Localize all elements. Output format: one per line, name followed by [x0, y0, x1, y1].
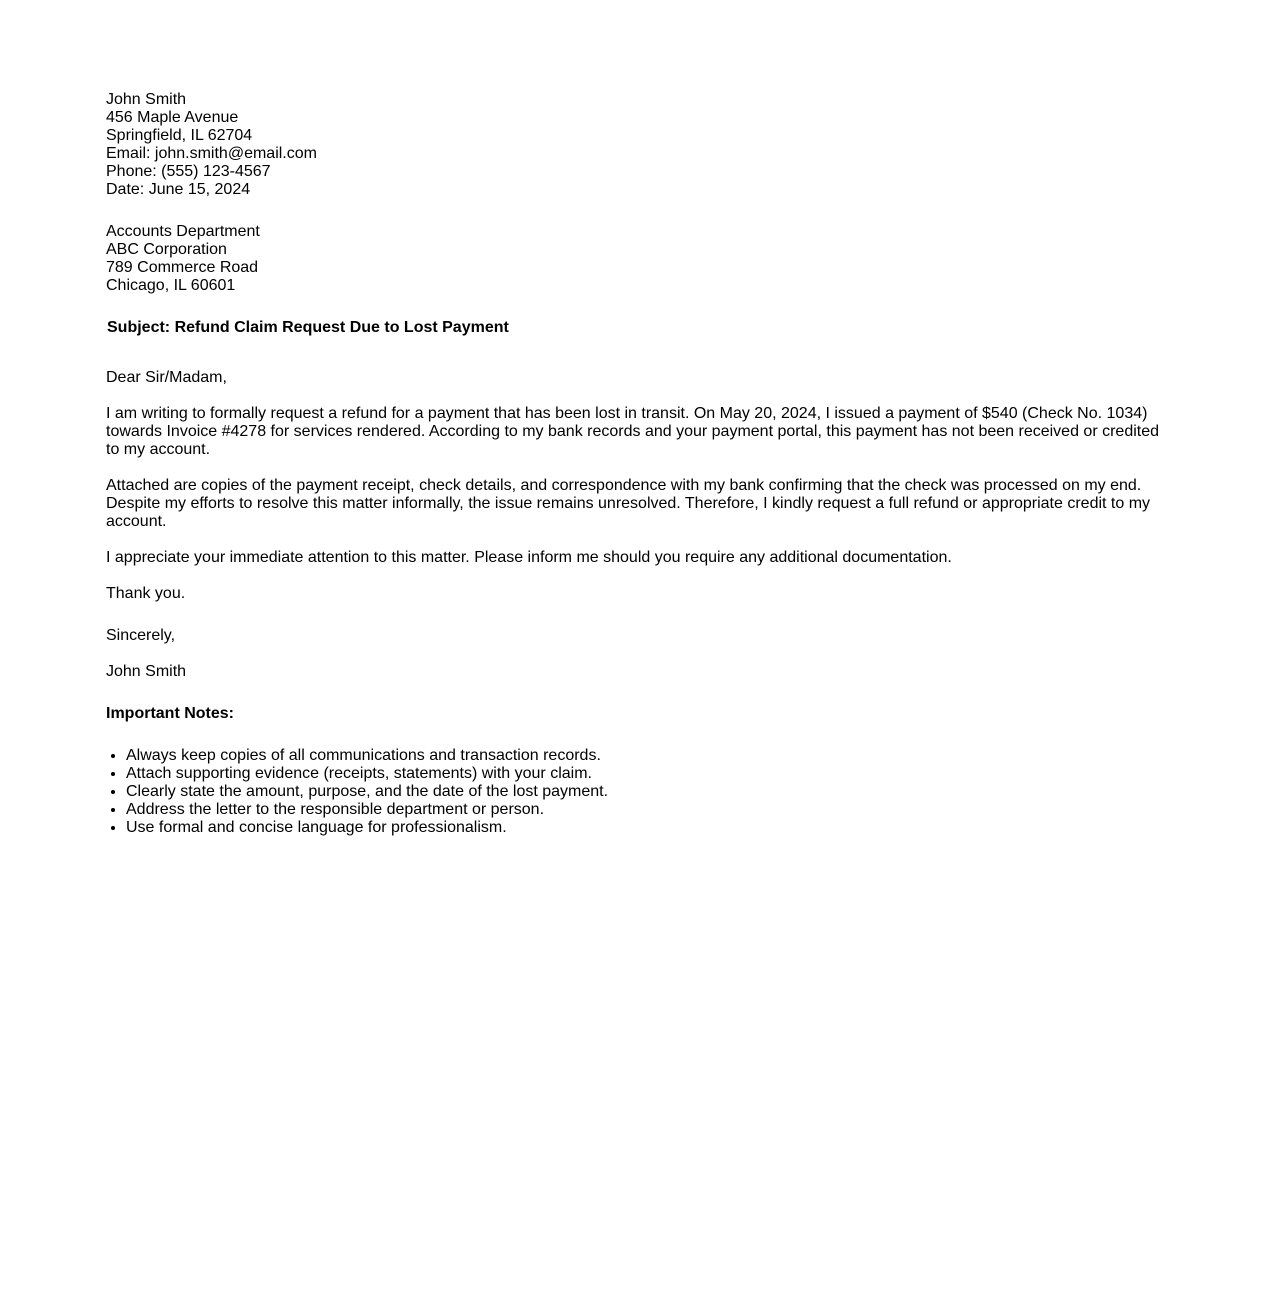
signature: John Smith: [106, 663, 187, 680]
sender-email: Email: john.smith@email.com: [106, 145, 317, 162]
list-item: • Clearly state the amount, purpose, and the date of the lost payment.: [126, 783, 1166, 801]
recipient-street: 789 Commerce Road: [106, 259, 259, 276]
recipient-city: Chicago, IL 60601: [106, 277, 236, 294]
sender-address-block: [106, 91, 1166, 199]
sender-city: Springfield, IL 62704: [106, 127, 253, 144]
list-item: • Attach supporting evidence (receipts, statements) with your claim.: [126, 765, 1166, 783]
recipient-department: Accounts Department: [106, 223, 260, 240]
body-paragraph-1: I am writing to formally request a refund for a payment that has been lost in transit. On May 20, 2024, I issued a payment of $540 (Check No. 1034) towards Invoice #4278 for services rendered. According to my bank records and your payment portal, this payment has not been received or credited to my account.: [106, 405, 1160, 458]
body-paragraph-2: Attached are copies of the payment receipt, check details, and correspondence with my bank confirming that the check was processed on my end. Despite my efforts to resolve this matter informally, the issue remains unresolved. Therefore, I kindly request a full refund or appropriate credit to my account.: [106, 477, 1151, 530]
letter-subject: Subject: Refund Claim Request Due to Lost Payment: [107, 319, 509, 336]
list-item: • Always keep copies of all communications and transaction records.: [126, 747, 1166, 765]
list-item: • Use formal and concise language for professionalism.: [126, 819, 1166, 837]
notes-heading: Important Notes:: [106, 705, 234, 722]
body-paragraph-3: I appreciate your immediate attention to this matter. Please inform me should you require any additional documentation.: [106, 549, 952, 566]
sender-phone: Phone: (555) 123-4567: [106, 163, 271, 180]
letter-date: Date: June 15, 2024: [106, 181, 251, 198]
list-item: • Address the letter to the responsible department or person.: [126, 801, 1166, 819]
sender-street: 456 Maple Avenue: [106, 109, 239, 126]
body-paragraph-thanks: Thank you.: [106, 585, 186, 602]
closing: Sincerely,: [106, 627, 176, 644]
salutation: Dear Sir/Madam,: [106, 369, 227, 386]
recipient-company: ABC Corporation: [106, 241, 227, 258]
notes-list: [106, 747, 1166, 837]
letter-document: [106, 91, 1166, 837]
recipient-address-block: [106, 223, 1166, 295]
sender-name: John Smith: [106, 91, 187, 108]
